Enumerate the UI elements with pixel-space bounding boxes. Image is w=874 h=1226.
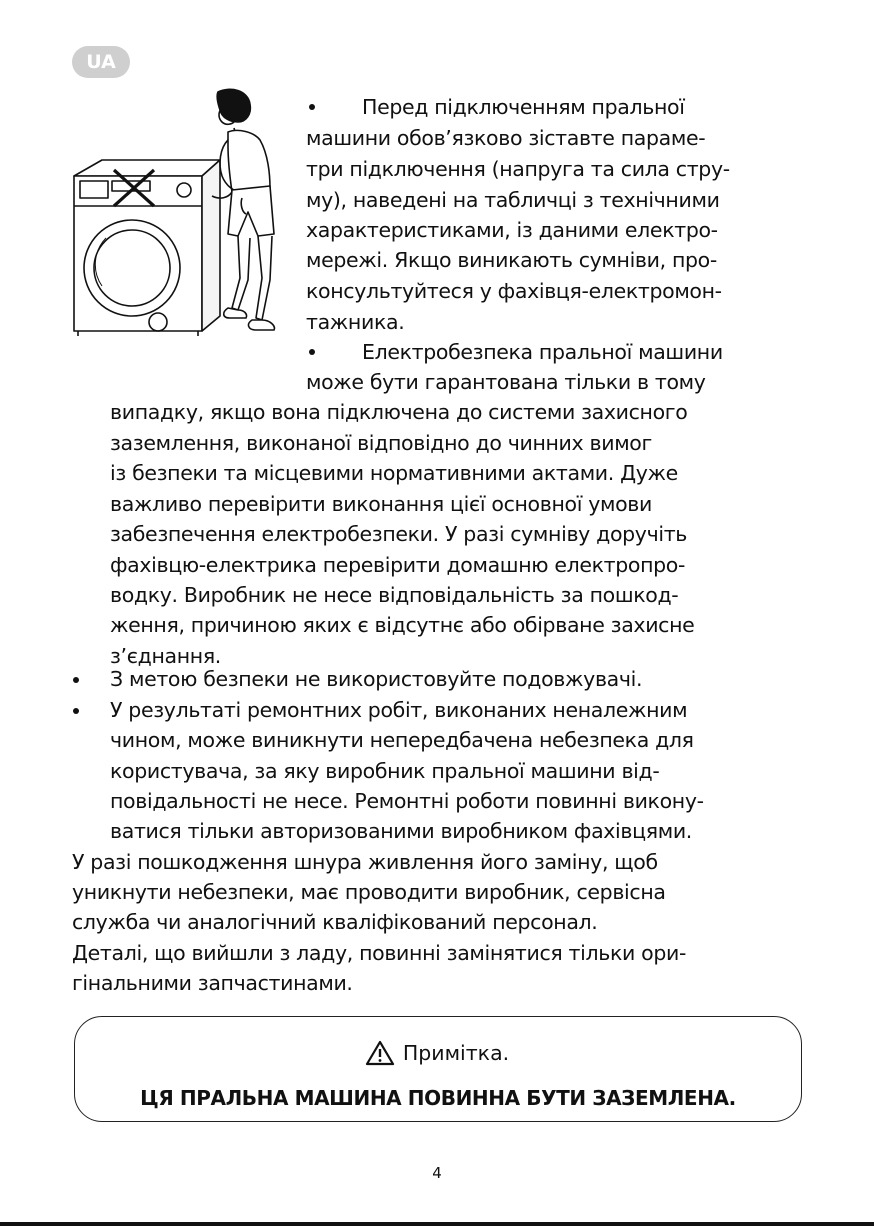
note-text: ЦЯ ПРАЛЬНА МАШИНА ПОВИННА БУТИ ЗАЗЕМЛЕНА.	[140, 1086, 736, 1110]
text-line: із безпеки та місцевими нормативними актами. Дуже	[110, 461, 678, 485]
bullet-3	[73, 677, 79, 683]
bottom-rule	[0, 1222, 874, 1226]
text-line: служба чи аналогічний кваліфікований персонал.	[72, 910, 598, 934]
text-line: ватися тільки авторизованими виробником фахівцями.	[110, 819, 692, 843]
text-line: водку. Виробник не несе відповідальність за пошкод-	[110, 583, 679, 607]
text-line: ження, причиною яких є відсутнє або обірване захисне	[110, 613, 695, 637]
washing-machine-illustration	[62, 88, 298, 350]
text-line: повідальності не несе. Ремонтні роботи повинні викону-	[110, 789, 704, 813]
text-line: заземлення, виконаної відповідно до чинних вимог	[110, 431, 652, 455]
text-line: випадку, якщо вона підключена до системи захисного	[110, 400, 688, 424]
text-line: З метою безпеки не використовуйте подовжувачі.	[110, 667, 643, 691]
text-line: тажника.	[306, 310, 405, 334]
text-line: консультуйтеся у фахівця-електромон-	[306, 279, 722, 303]
text-line: У разі пошкодження шнура живлення його заміну, щоб	[72, 850, 658, 874]
bullet-4	[73, 708, 79, 714]
text-line: Електробезпека пральної машини	[362, 340, 723, 364]
text-line: фахівцю-електрика перевірити домашню електропро-	[110, 553, 686, 577]
text-line: три підключення (напруга та сила стру-	[306, 157, 730, 181]
text-line: користувача, за яку виробник пральної машини від-	[110, 759, 660, 783]
text-line: характеристиками, із даними електро-	[306, 218, 718, 242]
text-line: чином, може виникнути непередбачена небезпека для	[110, 728, 694, 752]
text-line: може бути гарантована тільки в тому	[306, 370, 706, 394]
note-title: Примітка.	[402, 1041, 510, 1065]
text-line: важливо перевірити виконання цієї основної умови	[110, 492, 653, 516]
warning-icon	[365, 1040, 395, 1066]
text-line: уникнути небезпеки, має проводити виробник, сервісна	[72, 880, 666, 904]
text-line: У результаті ремонтних робіт, виконаних неналежним	[110, 698, 688, 722]
bullet-2	[309, 349, 315, 355]
text-line: гінальними запчастинами.	[72, 971, 353, 995]
note-heading	[0, 1038, 874, 1068]
text-line: мережі. Якщо виникають сумніви, про-	[306, 248, 717, 272]
language-badge: UA	[72, 46, 130, 78]
text-line: машини обов’язково зіставте параме-	[306, 126, 706, 150]
bullet-1	[309, 104, 315, 110]
page-number: 4	[432, 1164, 442, 1182]
text-line: му), наведені на табличці з технічними	[306, 188, 720, 212]
text-line: з’єднання.	[110, 644, 221, 668]
text-line: забезпечення електробезпеки. У разі сумніву доручіть	[110, 522, 688, 546]
text-line: Деталі, що вийшли з ладу, повинні замінятися тільки ори-	[72, 941, 687, 965]
text-line: Перед підключенням пральної	[362, 95, 685, 119]
